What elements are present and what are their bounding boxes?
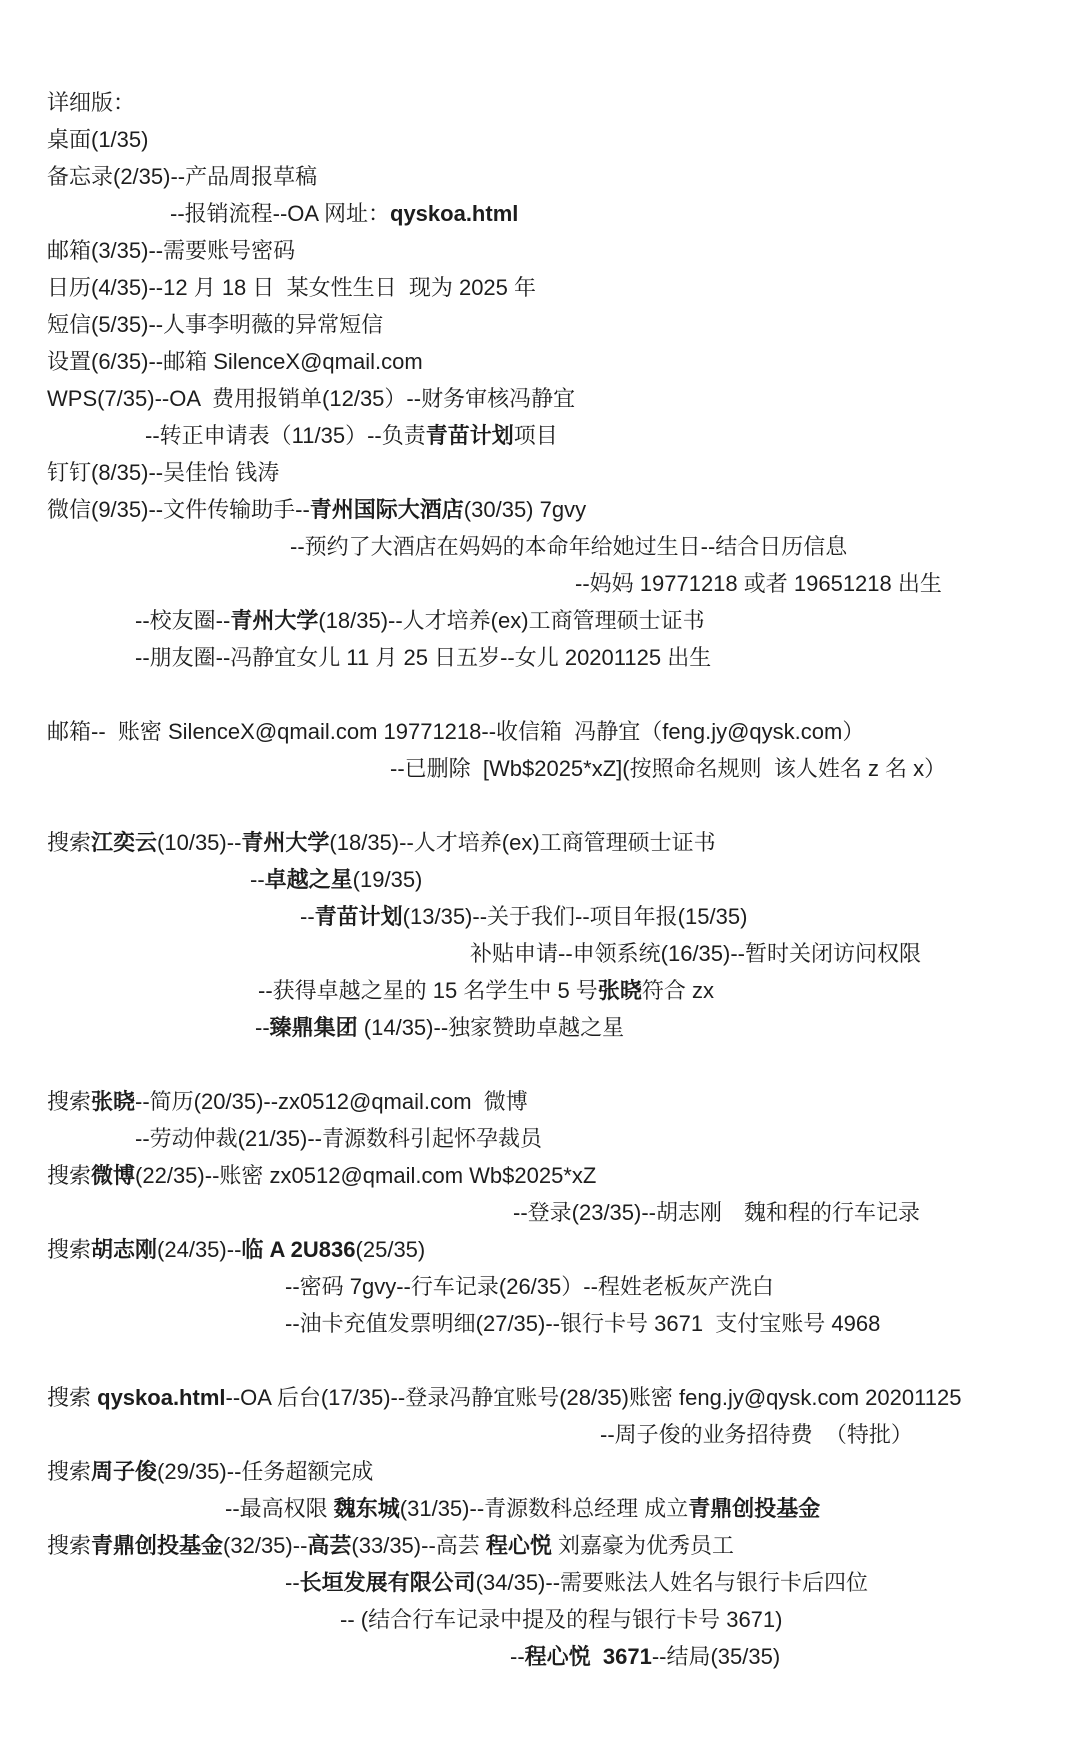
- doc-line: [0, 639, 1080, 676]
- text-run: --校友圈--: [135, 608, 231, 633]
- text-run: (18/35)--人才培养(ex)工商管理硕士证书: [318, 608, 705, 633]
- doc-line: [0, 1416, 1080, 1453]
- doc-line: [0, 1009, 1080, 1046]
- doc-line: [0, 824, 1080, 861]
- text-run: 项目: [513, 423, 558, 448]
- text-run: (29/35)--任务超额完成: [157, 1459, 374, 1484]
- doc-line: [0, 380, 1080, 417]
- text-run: 钉钉(8/35)--吴佳怡 钱涛: [47, 460, 280, 485]
- doc-line: [0, 1527, 1080, 1564]
- doc-line: [0, 1379, 1080, 1416]
- text-run: 刘嘉豪为优秀员工: [551, 1533, 735, 1558]
- text-run-bold: 周子俊: [91, 1459, 158, 1484]
- text-run: 邮箱-- 账密 SilenceX@qmail.com 19771218--收信箱 冯静宜（feng.jy@qysk.com）: [47, 719, 865, 744]
- text-run: 详细版：: [47, 90, 136, 115]
- text-run-bold: 臻鼎集团: [269, 1015, 358, 1040]
- doc-line: [0, 306, 1080, 343]
- text-run: 搜索: [47, 1533, 92, 1558]
- text-run: --周子俊的业务招待费 （特批）: [600, 1422, 913, 1447]
- doc-line: [0, 750, 1080, 787]
- text-run: --妈妈 19771218 或者 19651218 出生: [575, 571, 942, 596]
- text-run: WPS(7/35)--OA 费用报销单(12/35）--财务审核冯静宜: [47, 386, 576, 411]
- doc-line: [0, 1490, 1080, 1527]
- text-run-bold: qyskoa.html: [97, 1385, 226, 1410]
- text-run-bold: 张晓: [597, 978, 642, 1003]
- doc-line: [0, 121, 1080, 158]
- text-run: --已删除 [Wb$2025*xZ](按照命名规则 该人姓名 z 名 x）: [390, 756, 947, 781]
- text-run: (33/35)--高芸: [351, 1533, 486, 1558]
- blank-line: [0, 787, 1080, 824]
- text-run-bold: 青州大学: [230, 608, 319, 633]
- doc-line: [0, 269, 1080, 306]
- text-run-bold: 程心悦: [485, 1533, 552, 1558]
- text-run-bold: 青鼎创投基金: [91, 1533, 224, 1558]
- doc-line: [0, 1453, 1080, 1490]
- doc-line: [0, 861, 1080, 898]
- text-run: (30/35) 7gvy: [463, 497, 587, 522]
- text-run: (32/35)--: [223, 1533, 308, 1558]
- doc-line: [0, 1601, 1080, 1638]
- doc-line: [0, 343, 1080, 380]
- text-run: 设置(6/35)--邮箱 SilenceX@qmail.com: [47, 349, 423, 374]
- text-run-bold: 青苗计划: [314, 904, 403, 929]
- text-run-bold: 高芸: [307, 1533, 352, 1558]
- doc-line: [0, 1157, 1080, 1194]
- text-run: --劳动仲裁(21/35)--青源数科引起怀孕裁员: [135, 1126, 543, 1151]
- doc-line: [0, 158, 1080, 195]
- text-run-bold: 微博: [91, 1163, 136, 1188]
- text-run: 备忘录(2/35)--产品周报草稿: [47, 164, 318, 189]
- doc-line: [0, 713, 1080, 750]
- doc-line: [0, 232, 1080, 269]
- text-run: 搜索: [47, 830, 92, 855]
- text-run-bold: 张晓: [91, 1089, 136, 1114]
- text-run: 补贴申请--申领系统(16/35)--暂时关闭访问权限: [470, 941, 922, 966]
- text-run: 搜索: [47, 1237, 92, 1262]
- text-run: --预约了大酒店在妈妈的本命年给她过生日--结合日历信息: [290, 534, 848, 559]
- text-run: 微信(9/35)--文件传输助手--: [47, 497, 310, 522]
- doc-line: [0, 1638, 1080, 1675]
- doc-line: [0, 898, 1080, 935]
- text-run: --: [510, 1644, 525, 1669]
- text-run: --密码 7gvy--行车记录(26/35）--程姓老板灰产洗白: [285, 1274, 774, 1299]
- text-run-bold: 青州大学: [241, 830, 330, 855]
- text-run-bold: 长垣发展有限公司: [299, 1570, 476, 1595]
- blank-line: [0, 1342, 1080, 1379]
- text-run: 搜索: [47, 1163, 92, 1188]
- doc-line: [0, 528, 1080, 565]
- text-run: 搜索: [47, 1459, 92, 1484]
- text-run: --登录(23/35)--胡志刚 魏和程的行车记录: [513, 1200, 921, 1225]
- text-run: 邮箱(3/35)--需要账号密码: [47, 238, 296, 263]
- doc-line: [0, 1083, 1080, 1120]
- doc-line: [0, 1268, 1080, 1305]
- text-run: (14/35)--独家赞助卓越之星: [357, 1015, 625, 1040]
- text-run: --最高权限: [225, 1496, 334, 1521]
- text-run-bold: 胡志刚: [91, 1237, 158, 1262]
- doc-line: [0, 602, 1080, 639]
- text-run: --: [285, 1570, 300, 1595]
- text-run-bold: 程心悦 3671: [524, 1644, 652, 1669]
- text-run: (10/35)--: [157, 830, 242, 855]
- doc-line: [0, 972, 1080, 1009]
- text-run-bold: 青鼎创投基金: [688, 1496, 821, 1521]
- doc-line: [0, 1305, 1080, 1342]
- text-run-bold: qyskoa.html: [390, 201, 519, 226]
- doc-line: [0, 1194, 1080, 1231]
- text-run-bold: 卓越之星: [264, 867, 353, 892]
- text-run: 搜索: [47, 1385, 98, 1410]
- text-run-bold: 江奕云: [91, 830, 158, 855]
- text-run: (13/35)--关于我们--项目年报(15/35): [402, 904, 748, 929]
- text-run: (25/35): [355, 1237, 426, 1262]
- text-run: --: [250, 867, 265, 892]
- text-run: (18/35)--人才培养(ex)工商管理硕士证书: [329, 830, 716, 855]
- text-run-bold: 青州国际大酒店: [309, 497, 464, 522]
- text-run: (19/35): [352, 867, 423, 892]
- text-run-bold: 青苗计划: [425, 423, 514, 448]
- text-run: --OA 后台(17/35)--登录冯静宜账号(28/35)账密 feng.jy@qysk.com 20201125: [225, 1385, 962, 1410]
- text-run: -- (结合行车记录中提及的程与银行卡号 3671): [340, 1607, 783, 1632]
- doc-line: [0, 84, 1080, 121]
- blank-line: [0, 676, 1080, 713]
- doc-line: [0, 454, 1080, 491]
- blank-line: [0, 1046, 1080, 1083]
- text-run: --结局(35/35): [651, 1644, 781, 1669]
- text-run: --报销流程--OA 网址：: [170, 201, 390, 226]
- text-run-bold: 魏东城: [333, 1496, 400, 1521]
- text-run: (22/35)--账密 zx0512@qmail.com Wb$2025*xZ: [135, 1163, 597, 1188]
- text-run: 桌面(1/35): [47, 127, 149, 152]
- text-run: 搜索: [47, 1089, 92, 1114]
- text-run: --: [300, 904, 315, 929]
- doc-line: [0, 1231, 1080, 1268]
- text-run: --获得卓越之星的 15 名学生中 5 号: [258, 978, 598, 1003]
- text-run-bold: 临 A 2U836: [241, 1237, 356, 1262]
- text-run: (34/35)--需要账法人姓名与银行卡后四位: [475, 1570, 869, 1595]
- text-run: --: [255, 1015, 270, 1040]
- text-run: --简历(20/35)--zx0512@qmail.com 微博: [135, 1089, 528, 1114]
- text-run: --转正申请表（11/35）--负责: [145, 423, 426, 448]
- doc-line: [0, 417, 1080, 454]
- text-run: --油卡充值发票明细(27/35)--银行卡号 3671 支付宝账号 4968: [285, 1311, 881, 1336]
- text-run: (24/35)--: [157, 1237, 242, 1262]
- text-run: 符合 zx: [641, 978, 714, 1003]
- doc-line: [0, 491, 1080, 528]
- text-run: 日历(4/35)--12 月 18 日 某女性生日 现为 2025 年: [47, 275, 537, 300]
- doc-line: [0, 1120, 1080, 1157]
- doc-line: [0, 1564, 1080, 1601]
- text-run: 短信(5/35)--人事李明薇的异常短信: [47, 312, 384, 337]
- text-run: --朋友圈--冯静宜女儿 11 月 25 日五岁--女儿 20201125 出生: [135, 645, 712, 670]
- doc-line: [0, 565, 1080, 602]
- doc-line: [0, 935, 1080, 972]
- doc-line: [0, 195, 1080, 232]
- text-run: (31/35)--青源数科总经理 成立: [399, 1496, 689, 1521]
